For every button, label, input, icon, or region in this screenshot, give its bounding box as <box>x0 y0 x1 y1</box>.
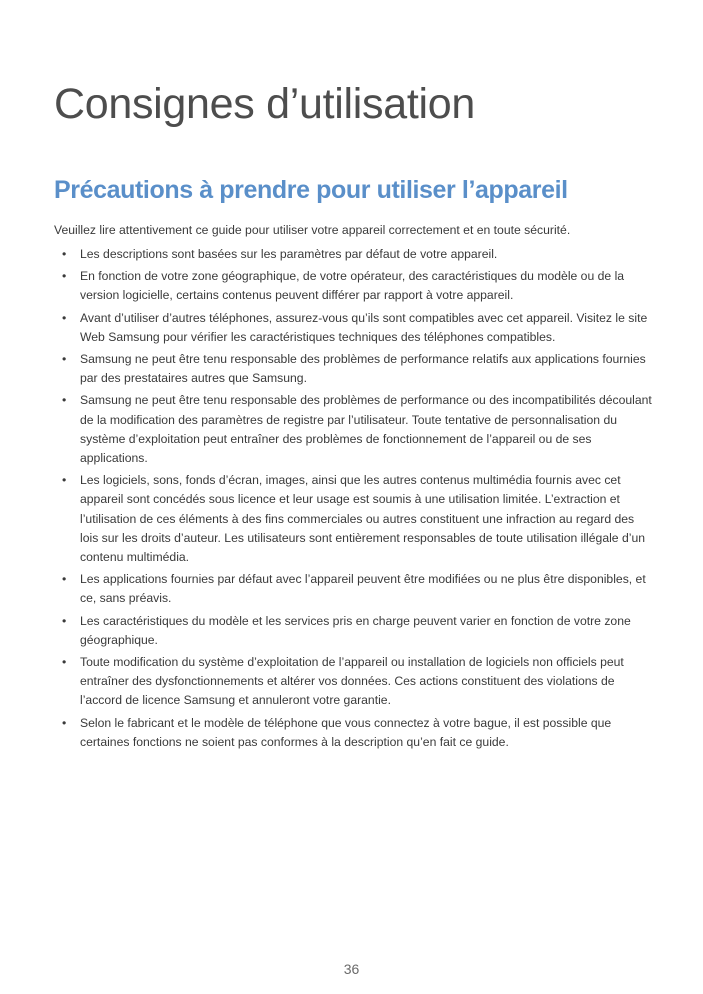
bullet-icon: • <box>62 572 67 587</box>
list-item <box>54 570 654 608</box>
precautions-list <box>54 245 654 755</box>
list-item <box>54 309 654 347</box>
list-item-text: Selon le fabricant et le modèle de téléphone que vous connectez à votre bague, il est possible que certaines fonctions ne soient pas conformes à la description qu’en fait ce guide. <box>80 715 612 749</box>
bullet-icon: • <box>62 269 67 284</box>
bullet-icon: • <box>62 247 67 261</box>
list-item-text: Les logiciels, sons, fonds d’écran, images, ainsi que les autres contenus multimédia fournis avec cet appareil sont concédés sous licence et leur usage est soumis à une utilisation limitée. L’extraction et l’utilisation de ces éléments à des fins commerciales ou autres constituent une infraction au regard des lois sur les droits d’auteur. Les utilisateurs sont entièrement responsables de toute utilisation illégale d’un contenu multimédia. <box>80 473 646 565</box>
list-item-text: Samsung ne peut être tenu responsable des problèmes de performance ou des incompatibilités découlant de la modification des paramètres de registre par l’utilisateur. Toute tentative de personnalisation du système d’exploitation peut entraîner des problèmes de fonctionnement de l’appareil ou de ses applications. <box>80 393 652 466</box>
bullet-icon: • <box>62 310 67 325</box>
bullet-icon: • <box>62 613 67 628</box>
bullet-icon: • <box>62 655 67 670</box>
chapter-title: Consignes d’utilisation <box>54 80 475 128</box>
list-item <box>54 245 654 264</box>
list-item <box>54 612 654 650</box>
list-item <box>54 267 654 305</box>
bullet-icon: • <box>62 715 67 730</box>
list-item <box>54 714 654 752</box>
list-item-text: Samsung ne peut être tenu responsable des problèmes de performance relatifs aux applications fournies par des prestataires autres que Samsung. <box>80 352 646 386</box>
bullet-icon: • <box>62 393 67 408</box>
intro-paragraph: Veuillez lire attentivement ce guide pour utiliser votre appareil correctement et en toute sécurité. <box>54 223 571 237</box>
list-item-text: Les descriptions sont basées sur les paramètres par défaut de votre appareil. <box>80 247 498 261</box>
section-title: Précautions à prendre pour utiliser l’appareil <box>54 176 568 204</box>
list-item-text: Les applications fournies par défaut avec l’appareil peuvent être modifiées ou ne plus être disponibles, et ce, sans préavis. <box>80 572 646 606</box>
list-item-text: Toute modification du système d’exploitation de l’appareil ou installation de logiciels non officiels peut entraîner des dysfonctionnements et altérer vos données. Ces actions constituent des violations de l’accord de licence Samsung et annuleront votre garantie. <box>80 655 624 708</box>
list-item <box>54 653 654 711</box>
list-item-text: Avant d’utiliser d’autres téléphones, assurez-vous qu’ils sont compatibles avec cet appareil. Visitez le site Web Samsung pour vérifier les caractéristiques techniques des téléphones compatibles. <box>80 310 648 344</box>
list-item <box>54 471 654 567</box>
list-item-text: En fonction de votre zone géographique, de votre opérateur, des caractéristiques du modèle ou de la version logicielle, certains contenus peuvent différer par rapport à votre appareil. <box>80 269 625 303</box>
list-item-text: Les caractéristiques du modèle et les services pris en charge peuvent varier en fonction de votre zone géographique. <box>80 613 631 647</box>
list-item <box>54 350 654 388</box>
list-item <box>54 391 654 468</box>
bullet-icon: • <box>62 473 67 488</box>
page-number: 36 <box>343 961 360 977</box>
bullet-icon: • <box>62 352 67 367</box>
